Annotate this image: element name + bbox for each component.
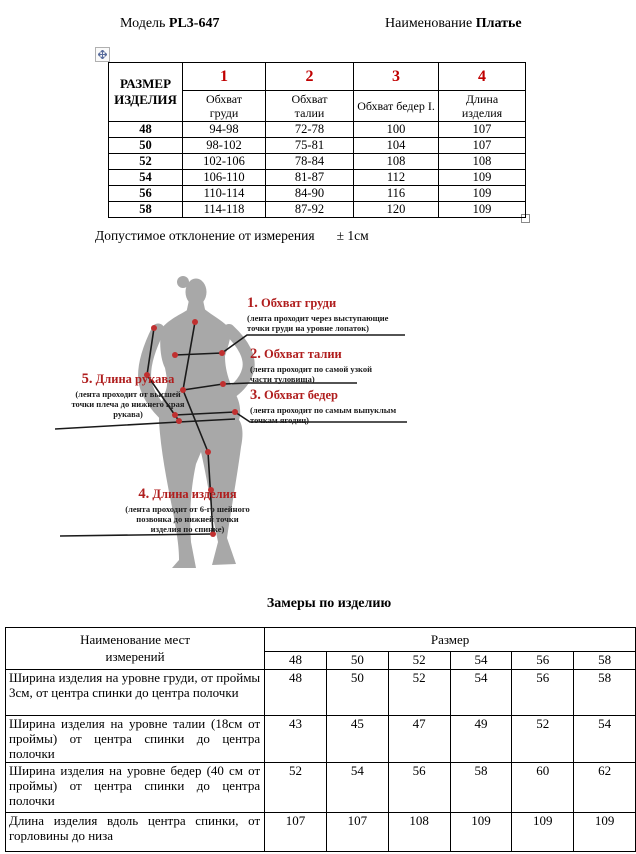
cell-waist: 72-78 bbox=[266, 122, 354, 138]
size-56: 56 bbox=[512, 652, 574, 670]
value-cell: 45 bbox=[326, 716, 388, 763]
cell-length: 107 bbox=[439, 122, 526, 138]
cell-waist: 84-90 bbox=[266, 186, 354, 202]
col-label-waist: Обхват талии bbox=[266, 91, 354, 122]
cell-chest: 102-106 bbox=[183, 154, 266, 170]
size-52: 52 bbox=[388, 652, 450, 670]
col-label-chest: Обхват груди bbox=[183, 91, 266, 122]
value-cell: 49 bbox=[450, 716, 512, 763]
row-description: Ширина изделия на уровне бедер (40 см от проймы) от центра спинки до центра полочки bbox=[6, 762, 265, 812]
value-cell: 56 bbox=[388, 762, 450, 812]
cell-length: 109 bbox=[439, 202, 526, 218]
value-cell: 54 bbox=[450, 670, 512, 716]
measure-header-size: Размер bbox=[265, 628, 636, 652]
size-row-48 bbox=[109, 122, 526, 138]
cell-size: 56 bbox=[109, 186, 183, 202]
name-value: Платье bbox=[475, 16, 522, 31]
name-label: Наименование bbox=[385, 16, 473, 31]
annotation-chest-desc: (лента проходит через выступающие точки груди на уровне лопаток) bbox=[247, 312, 389, 334]
value-cell: 47 bbox=[388, 716, 450, 763]
annotation-sleeve bbox=[48, 372, 208, 420]
col-number-2: 2 bbox=[266, 63, 354, 91]
tolerance-text: Допустимое отклонение от измерения bbox=[95, 228, 315, 243]
value-cell: 109 bbox=[574, 812, 636, 851]
annotation-sleeve-desc: (лента проходит от высшей точки плеча до нижнего края рукава) bbox=[71, 388, 185, 420]
row-description: Ширина изделия на уровне талии (18см от проймы) от центра спинки до центра полочки bbox=[6, 716, 265, 763]
name-line bbox=[385, 16, 522, 32]
cell-chest: 106-110 bbox=[183, 170, 266, 186]
col-number-3: 3 bbox=[354, 63, 439, 91]
annotation-hips-title: 3. Обхват бедер bbox=[250, 387, 338, 403]
annotation-length-title: 4. Длина изделия bbox=[138, 486, 237, 502]
value-cell: 107 bbox=[326, 812, 388, 851]
annotation-waist-title: 2. Обхват талии bbox=[250, 346, 342, 362]
cell-chest: 114-118 bbox=[183, 202, 266, 218]
size-54: 54 bbox=[450, 652, 512, 670]
model-line bbox=[120, 16, 219, 32]
size-row-58 bbox=[109, 202, 526, 218]
cell-chest: 110-114 bbox=[183, 186, 266, 202]
col-number-1: 1 bbox=[183, 63, 266, 91]
value-cell: 54 bbox=[574, 716, 636, 763]
col-number-4: 4 bbox=[439, 63, 526, 91]
value-cell: 108 bbox=[388, 812, 450, 851]
value-cell: 62 bbox=[574, 762, 636, 812]
annotation-chest bbox=[247, 296, 417, 333]
size-row-52 bbox=[109, 154, 526, 170]
value-cell: 43 bbox=[265, 716, 327, 763]
value-cell: 58 bbox=[450, 762, 512, 812]
cell-hips: 100 bbox=[354, 122, 439, 138]
cell-chest: 98-102 bbox=[183, 138, 266, 154]
annotation-length-desc: (лента проходит от 6-го шейного позвонка до нижней точки изделия по спинке) bbox=[125, 503, 250, 535]
value-cell: 52 bbox=[512, 716, 574, 763]
cell-size: 54 bbox=[109, 170, 183, 186]
annotation-waist bbox=[250, 347, 410, 384]
cell-length: 107 bbox=[439, 138, 526, 154]
annotation-chest-title: 1. Обхват груди bbox=[247, 295, 337, 311]
value-cell: 48 bbox=[265, 670, 327, 716]
move-cross-icon bbox=[98, 50, 107, 59]
model-label: Модель bbox=[120, 16, 166, 31]
section-title-measurements: Замеры по изделию bbox=[266, 596, 392, 611]
size-48: 48 bbox=[265, 652, 327, 670]
cell-hips: 108 bbox=[354, 154, 439, 170]
size-row-54 bbox=[109, 170, 526, 186]
cell-length: 109 bbox=[439, 186, 526, 202]
value-cell: 52 bbox=[265, 762, 327, 812]
value-cell: 107 bbox=[265, 812, 327, 851]
cell-waist: 75-81 bbox=[266, 138, 354, 154]
annotation-sleeve-title: 5. Длина рукава bbox=[81, 371, 175, 387]
size-50: 50 bbox=[326, 652, 388, 670]
size-58: 58 bbox=[574, 652, 636, 670]
cell-hips: 120 bbox=[354, 202, 439, 218]
value-cell: 60 bbox=[512, 762, 574, 812]
row-description: Ширина изделия на уровне груди, от проймы 3см, от центра спинки до центра полочки bbox=[6, 670, 265, 716]
measure-header-name: Наименование мест измерений bbox=[6, 628, 265, 670]
value-cell: 50 bbox=[326, 670, 388, 716]
measure-row-waist-width bbox=[6, 716, 636, 763]
measure-row-length bbox=[6, 812, 636, 851]
cell-hips: 104 bbox=[354, 138, 439, 154]
size-table-corner-header: РАЗМЕР ИЗДЕЛИЯ bbox=[109, 63, 183, 122]
row-description: Длина изделия вдоль центра спинки, от горловины до низа bbox=[6, 812, 265, 851]
tolerance-value: ± 1см bbox=[336, 228, 369, 243]
cell-size: 48 bbox=[109, 122, 183, 138]
size-row-56 bbox=[109, 186, 526, 202]
cell-chest: 94-98 bbox=[183, 122, 266, 138]
annotation-length bbox=[85, 487, 290, 535]
size-row-50 bbox=[109, 138, 526, 154]
value-cell: 54 bbox=[326, 762, 388, 812]
cell-waist: 81-87 bbox=[266, 170, 354, 186]
model-value: PL3-647 bbox=[168, 16, 220, 31]
col-label-length: Длина изделия bbox=[439, 91, 526, 122]
tolerance-line bbox=[95, 228, 369, 244]
measure-row-chest-width bbox=[6, 670, 636, 716]
measure-header-row bbox=[6, 628, 636, 652]
value-cell: 58 bbox=[574, 670, 636, 716]
table-move-handle-icon[interactable] bbox=[95, 47, 110, 62]
annotation-hips-desc: (лента проходит по самым выпуклым точкам ягодиц) bbox=[250, 404, 397, 426]
cell-hips: 112 bbox=[354, 170, 439, 186]
cell-waist: 87-92 bbox=[266, 202, 354, 218]
measure-table bbox=[5, 627, 636, 852]
cell-length: 109 bbox=[439, 170, 526, 186]
value-cell: 109 bbox=[450, 812, 512, 851]
cell-size: 52 bbox=[109, 154, 183, 170]
cell-hips: 116 bbox=[354, 186, 439, 202]
measure-row-hip-width bbox=[6, 762, 636, 812]
annotation-hips bbox=[250, 388, 415, 425]
value-cell: 52 bbox=[388, 670, 450, 716]
cell-size: 50 bbox=[109, 138, 183, 154]
cell-length: 108 bbox=[439, 154, 526, 170]
size-table-number-row bbox=[109, 63, 526, 91]
value-cell: 56 bbox=[512, 670, 574, 716]
col-label-hips: Обхват бедер I. bbox=[354, 91, 439, 122]
size-table bbox=[108, 62, 526, 218]
annotation-waist-desc: (лента проходит по самой узкой части туловища) bbox=[250, 363, 372, 385]
value-cell: 109 bbox=[512, 812, 574, 851]
cell-size: 58 bbox=[109, 202, 183, 218]
cell-waist: 78-84 bbox=[266, 154, 354, 170]
